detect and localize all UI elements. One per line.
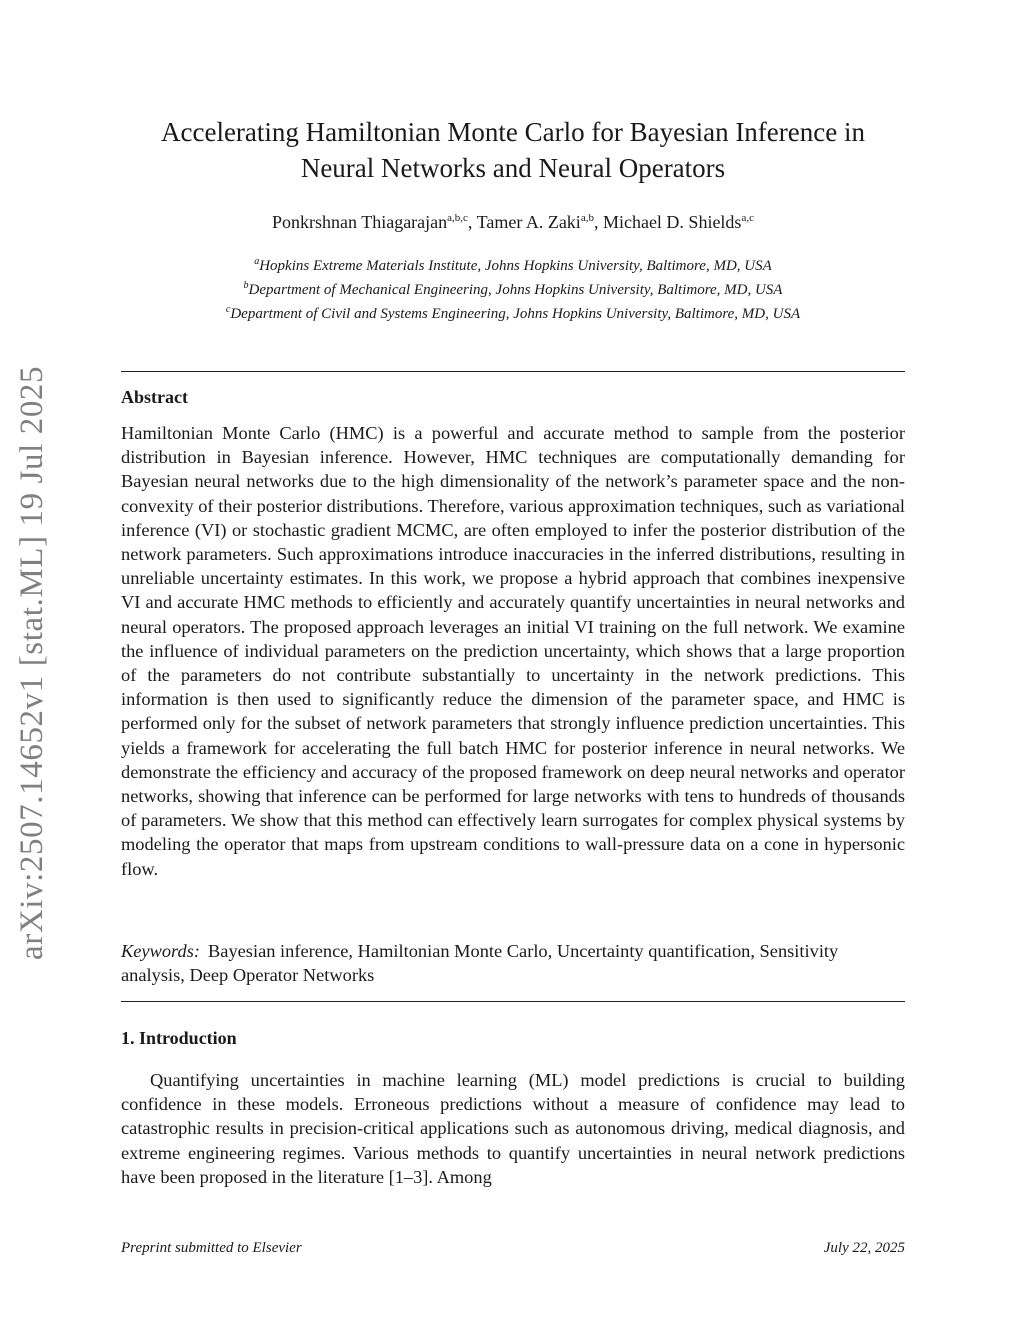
affiliation: $^b$Department of Mechanical Engineering, Johns Hopkins University, Baltimore, MD, USA xyxy=(243,280,783,298)
affiliation: $^a$Hopkins Extreme Materials Institute, Johns Hopkins University, Baltimore, MD, USA xyxy=(254,256,772,274)
author-list xyxy=(121,212,905,233)
author: Ponkrshnan Thiagarajan$^{a,b,c}$, xyxy=(272,212,477,232)
affiliation: $^c$Department of Civil and Systems Engineering, Johns Hopkins University, Baltimore, MD, USA xyxy=(225,304,801,322)
affiliation-list xyxy=(121,252,905,324)
keywords-text: Bayesian inference, Hamiltonian Monte Carlo, Uncertainty quantification, Sensitivity analysis, Deep Operator Networks xyxy=(121,941,839,986)
arxiv-identifier-stamp: arXiv:2507.14652v1 [stat.ML] 19 Jul 2025 xyxy=(14,365,50,960)
keywords xyxy=(121,939,905,987)
author-affil-marks: a,b xyxy=(580,212,594,224)
footer-date: July 22, 2025 xyxy=(823,1240,905,1256)
author: Michael D. Shields$^{a,c}$ xyxy=(602,212,754,232)
abstract-text: Hamiltonian Monte Carlo (HMC) is a powerful and accurate method to sample from the posterior distribution in Bayesian inference. However, HMC techniques are computationally demanding for Bayesian neural networks due to the high dimensionality of the network’s parameter space and the non-convexity of their posterior distributions. Therefore, various approximation techniques, such as variational inference (VI) or stochastic gradient MCMC, are often employed to infer the posterior distribution of the network parameters. Such approximations introduce inaccuracies in the inferred distributions, resulting in unreliable uncertainty estimates. In this work, we propose a hybrid approach that combines inexpensive VI and accurate HMC methods to efficiently and accurately quantify uncertainties in neural networks and neural operators. The proposed approach leverages an initial VI training on the full network. We examine the influence of individual parameters on the prediction uncertainty, which shows that a large proportion of the parameters do not contribute substantially to uncertainty in the network predictions. This information is then used to significantly reduce the dimension of the parameter space, and HMC is performed only for the subset of network parameters that strongly influence prediction uncertainties. This yields a framework for accelerating the full batch HMC for posterior inference in neural networks. We demonstrate the efficiency and accuracy of the proposed framework on deep neural networks and operator networks, showing that inference can be performed for large networks with tens to hundreds of thousands of parameters. We show that this method can effectively learn surrogates for complex physical systems by modeling the operator that maps from upstream conditions to wall-pressure data on a cone in hypersonic flow. xyxy=(121,423,905,879)
abstract-top-rule xyxy=(121,371,905,372)
introduction-text: Quantifying uncertainties in machine learning (ML) model predictions is crucial to building confidence in these models. Erroneous predictions without a measure of confidence may lead to catastrophic results in precision-critical applications such as autonomous driving, medical diagnosis, and extreme engineering regimes. Various methods to quantify uncertainties in neural network predictions have been proposed in the literature [1–3]. Among xyxy=(121,1070,905,1187)
paper-title: Accelerating Hamiltonian Monte Carlo for Bayesian Inference in Neural Networks and Neural Operators xyxy=(161,117,865,183)
author: Tamer A. Zaki$^{a,b}$, xyxy=(476,212,603,232)
keywords-label: Keywords: xyxy=(121,941,201,961)
abstract-heading: Abstract xyxy=(121,387,188,407)
abstract-bottom-rule xyxy=(121,1001,905,1002)
footer-preprint-note: Preprint submitted to Elsevier xyxy=(121,1240,302,1256)
section-heading-introduction: 1. Introduction xyxy=(121,1028,237,1048)
author-affil-marks: a,b,c xyxy=(447,212,468,224)
author-affil-marks: a,c xyxy=(741,212,754,224)
